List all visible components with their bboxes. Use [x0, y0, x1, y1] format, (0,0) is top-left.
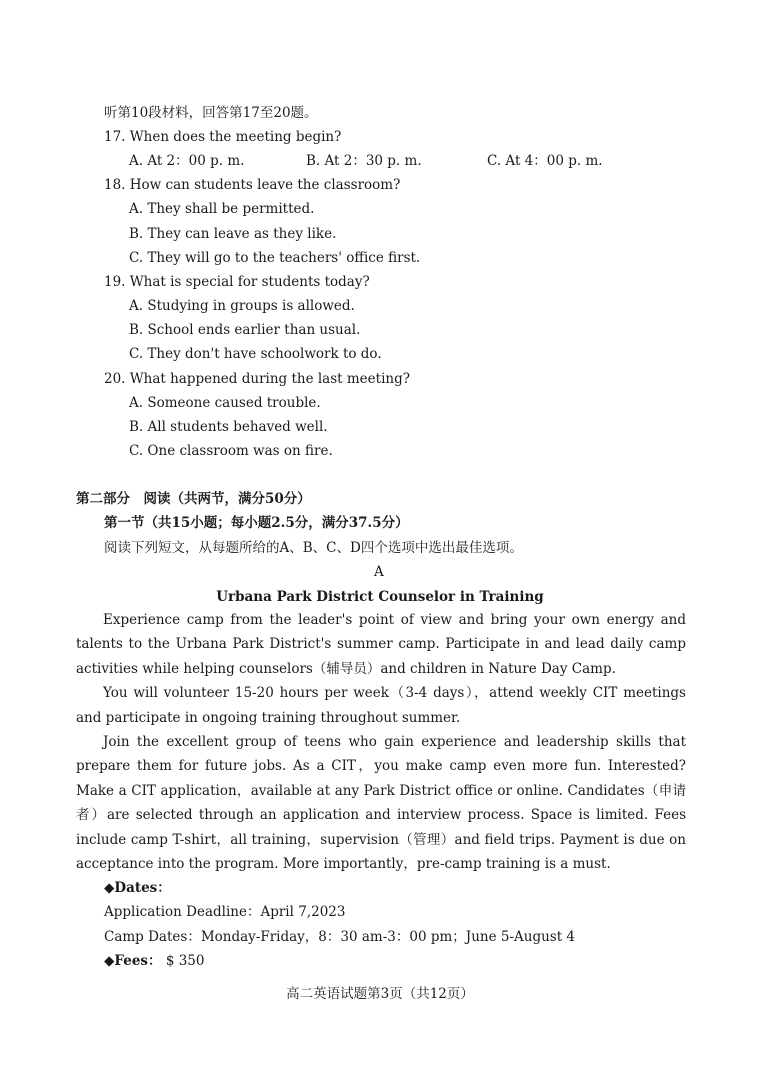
camp-dates: Camp Dates：Monday-Friday，8：30 am-3：00 pm；June 5-August 4 — [104, 929, 576, 945]
question-18-option-c: C. They will go to the teachers' office first. — [129, 250, 421, 266]
question-19-stem: 19. What is special for students today? — [104, 274, 370, 290]
reading-section-heading: 第一节（共15小题；每小题2.5分，满分37.5分） — [104, 515, 409, 531]
passage-paragraph-1: Experience camp from the leader's point of view and bring your own energy and talents to the Urbana Park District's summer camp. Participate in and lead daily camp activities while helping counselors（辅导员）and children in Nature Day Camp. — [76, 612, 686, 677]
question-20-option-a: A. Someone caused trouble. — [129, 395, 321, 411]
passage-title: Urbana Park District Counselor in Training — [216, 589, 544, 605]
question-20-stem: 20. What happened during the last meeting? — [104, 371, 410, 387]
question-20-option-b: B. All students behaved well. — [129, 419, 328, 435]
fees-line — [104, 952, 204, 970]
application-deadline: Application Deadline：April 7,2023 — [104, 904, 346, 920]
question-20-option-c: C. One classroom was on fire. — [129, 443, 333, 459]
question-18-option-a: A. They shall be permitted. — [129, 201, 315, 217]
question-18-stem: 18. How can students leave the classroom? — [104, 177, 401, 193]
passage-paragraph-2: You will volunteer 15-20 hours per week（3-4 days），attend weekly CIT meetings and participate in ongoing training throughout summer. — [76, 685, 686, 726]
fees-label: ◆Fees： — [104, 953, 162, 969]
passage-label: A — [374, 564, 384, 580]
question-19-option-b: B. School ends earlier than usual. — [129, 322, 361, 338]
passage-body — [76, 608, 686, 876]
question-17-stem: 17. When does the meeting begin? — [104, 129, 342, 145]
question-17-option-c: C. At 4：00 p. m. — [487, 153, 603, 169]
passage-paragraph-3: Join the excellent group of teens who gain experience and leadership skills that prepare them for future jobs. As a CIT，you make camp even more fun. Interested? Make a CIT application，available at any Park District office or online. Candidates（申请者）are selected through an application and interview process. Space is limited. Fees include camp T-shirt，all training，supervision（管理）and field trips. Payment is due on acceptance into the program. More importantly，pre-camp training is a must. — [76, 734, 686, 873]
question-17-option-b: B. At 2：30 p. m. — [306, 153, 422, 169]
question-17-option-a: A. At 2：00 p. m. — [129, 153, 245, 169]
reading-instruction: 阅读下列短文，从每题所给的A、B、C、D四个选项中选出最佳选项。 — [104, 540, 523, 556]
question-19-option-a: A. Studying in groups is allowed. — [129, 298, 355, 314]
question-19-option-c: C. They don't have schoolwork to do. — [129, 346, 382, 362]
fees-value: $ 350 — [165, 953, 205, 969]
page-footer: 高二英语试题第3页（共12页） — [286, 986, 474, 1002]
reading-part-heading: 第二部分 阅读（共两节，满分50分） — [76, 491, 311, 507]
dates-label: ◆Dates： — [104, 880, 171, 896]
question-18-option-b: B. They can leave as they like. — [129, 226, 337, 242]
listening-intro: 听第10段材料，回答第17至20题。 — [104, 105, 318, 121]
